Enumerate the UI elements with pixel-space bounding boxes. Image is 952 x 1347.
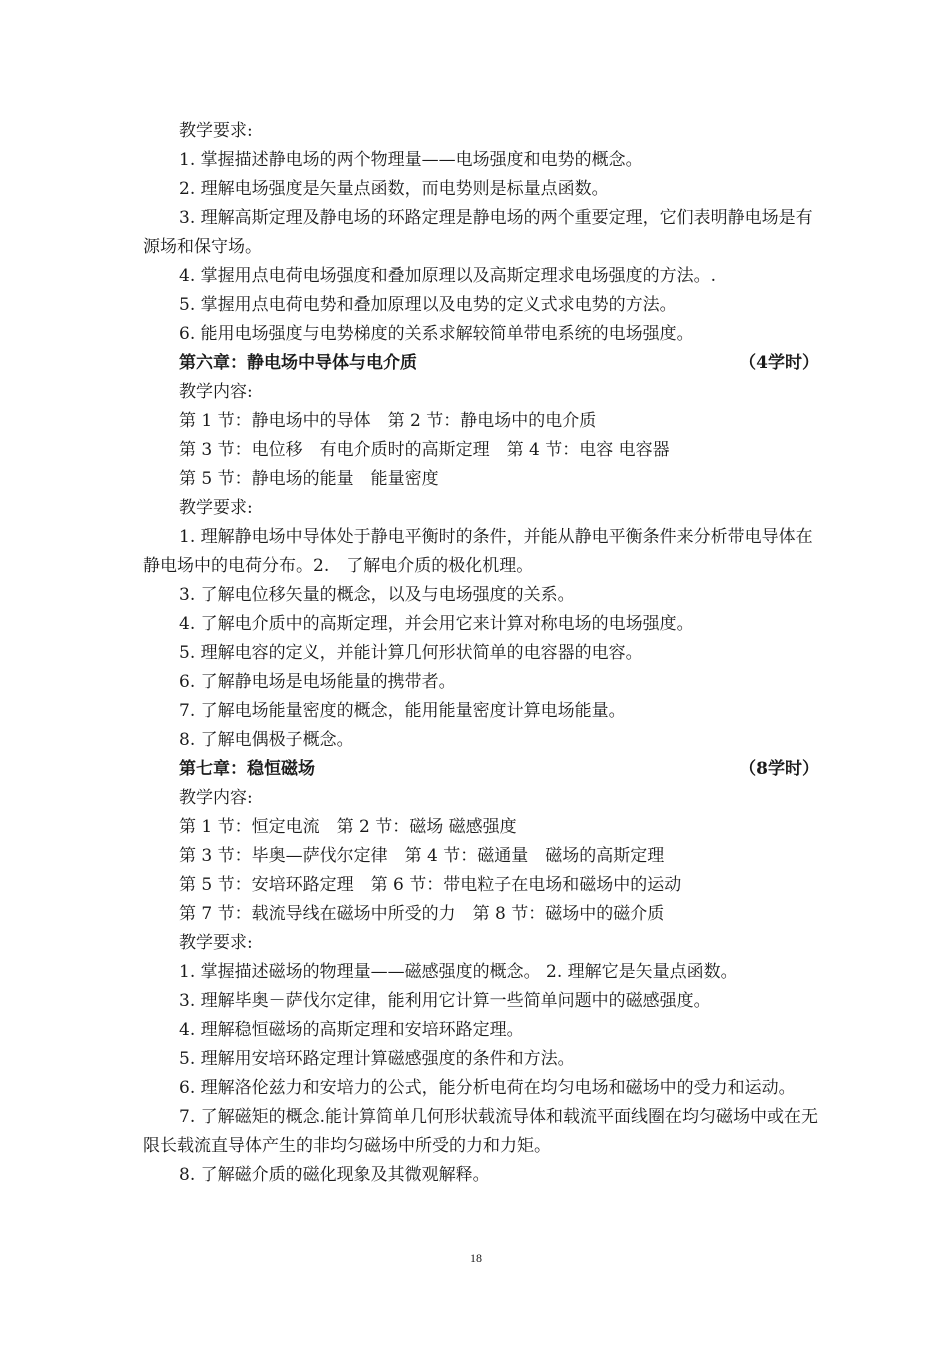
teaching-content-label: 教学内容: xyxy=(179,382,253,402)
requirement-item: 7. 了解磁矩的概念.能计算简单几何形状载流导体和载流平面线圈在均匀磁场中或在无限长载流直导体产生的非均匀磁场中所受的力和力矩。 xyxy=(143,1107,819,1156)
requirement-item: 4. 掌握用点电荷电场强度和叠加原理以及高斯定理求电场强度的方法。. xyxy=(179,266,717,286)
requirement-item: 5. 理解电容的定义，并能计算几何形状简单的电容器的电容。 xyxy=(179,643,643,663)
requirement-item: 1. 理解静电场中导体处于静电平衡时的条件，并能从静电平衡条件来分析带电导体在静电场中的电荷分布。2. 了解电介质的极化机理。 xyxy=(143,527,813,576)
chapter-heading xyxy=(143,755,819,784)
requirement-item: 8. 了解电偶极子概念。 xyxy=(179,730,354,750)
requirement-item: 1. 掌握描述静电场的两个物理量——电场强度和电势的概念。 xyxy=(179,150,643,170)
section-list-line: 第 3 节：毕奥—萨伐尔定律 第 4 节：磁通量 磁场的高斯定理 xyxy=(179,846,665,866)
section-list-line: 第 1 节：恒定电流 第 2 节：磁场 磁感强度 xyxy=(179,817,517,837)
requirement-item: 3. 了解电位移矢量的概念，以及与电场强度的关系。 xyxy=(179,585,575,605)
teaching-requirements-label: 教学要求: xyxy=(179,121,253,141)
chapter-heading xyxy=(143,349,819,378)
requirement-item: 4. 了解电介质中的高斯定理，并会用它来计算对称电场的电场强度。 xyxy=(179,614,694,634)
chapter-hours: （8学时） xyxy=(739,759,819,779)
chapter-title: 第七章：稳恒磁场 xyxy=(179,759,315,779)
requirement-item: 8. 了解磁介质的磁化现象及其微观解释。 xyxy=(179,1165,490,1185)
requirement-item: 5. 掌握用点电荷电势和叠加原理以及电势的定义式求电势的方法。 xyxy=(179,295,677,315)
teaching-requirements-label: 教学要求: xyxy=(179,933,253,953)
requirement-item: 7. 了解电场能量密度的概念，能用能量密度计算电场能量。 xyxy=(179,701,626,721)
requirement-item: 6. 理解洛伦兹力和安培力的公式，能分析电荷在均匀电场和磁场中的受力和运动。 xyxy=(179,1078,796,1098)
requirement-item: 6. 了解静电场是电场能量的携带者。 xyxy=(179,672,456,692)
requirement-item: 4. 理解稳恒磁场的高斯定理和安培环路定理。 xyxy=(179,1020,524,1040)
section-list-line: 第 5 节：安培环路定理 第 6 节：带电粒子在电场和磁场中的运动 xyxy=(179,875,682,895)
section-list-line: 第 3 节：电位移 有电介质时的高斯定理 第 4 节：电容 电容器 xyxy=(179,440,670,460)
requirement-item: 3. 理解高斯定理及静电场的环路定理是静电场的两个重要定理，它们表明静电场是有源场和保守场。 xyxy=(143,208,813,257)
section-list-line: 第 7 节：载流导线在磁场中所受的力 第 8 节：磁场中的磁介质 xyxy=(179,904,665,924)
teaching-content-label: 教学内容: xyxy=(179,788,253,808)
teaching-requirements-label: 教学要求: xyxy=(179,498,253,518)
chapter-hours: （4学时） xyxy=(739,353,819,373)
requirement-item: 1. 掌握描述磁场的物理量——磁感强度的概念。 2. 理解它是矢量点函数。 xyxy=(179,962,738,982)
page-body xyxy=(143,117,819,1190)
chapter-title: 第六章：静电场中导体与电介质 xyxy=(179,353,417,373)
requirement-item: 3. 理解毕奥－萨伐尔定律，能利用它计算一些简单问题中的磁感强度。 xyxy=(179,991,711,1011)
section-list-line: 第 1 节：静电场中的导体 第 2 节：静电场中的电介质 xyxy=(179,411,597,431)
requirement-item: 2. 理解电场强度是矢量点函数，而电势则是标量点函数。 xyxy=(179,179,609,199)
requirement-item: 6. 能用电场强度与电势梯度的关系求解较简单带电系统的电场强度。 xyxy=(179,324,694,344)
page-number: 18 xyxy=(470,1251,482,1265)
section-list-line: 第 5 节：静电场的能量 能量密度 xyxy=(179,469,439,489)
requirement-item: 5. 理解用安培环路定理计算磁感强度的条件和方法。 xyxy=(179,1049,575,1069)
